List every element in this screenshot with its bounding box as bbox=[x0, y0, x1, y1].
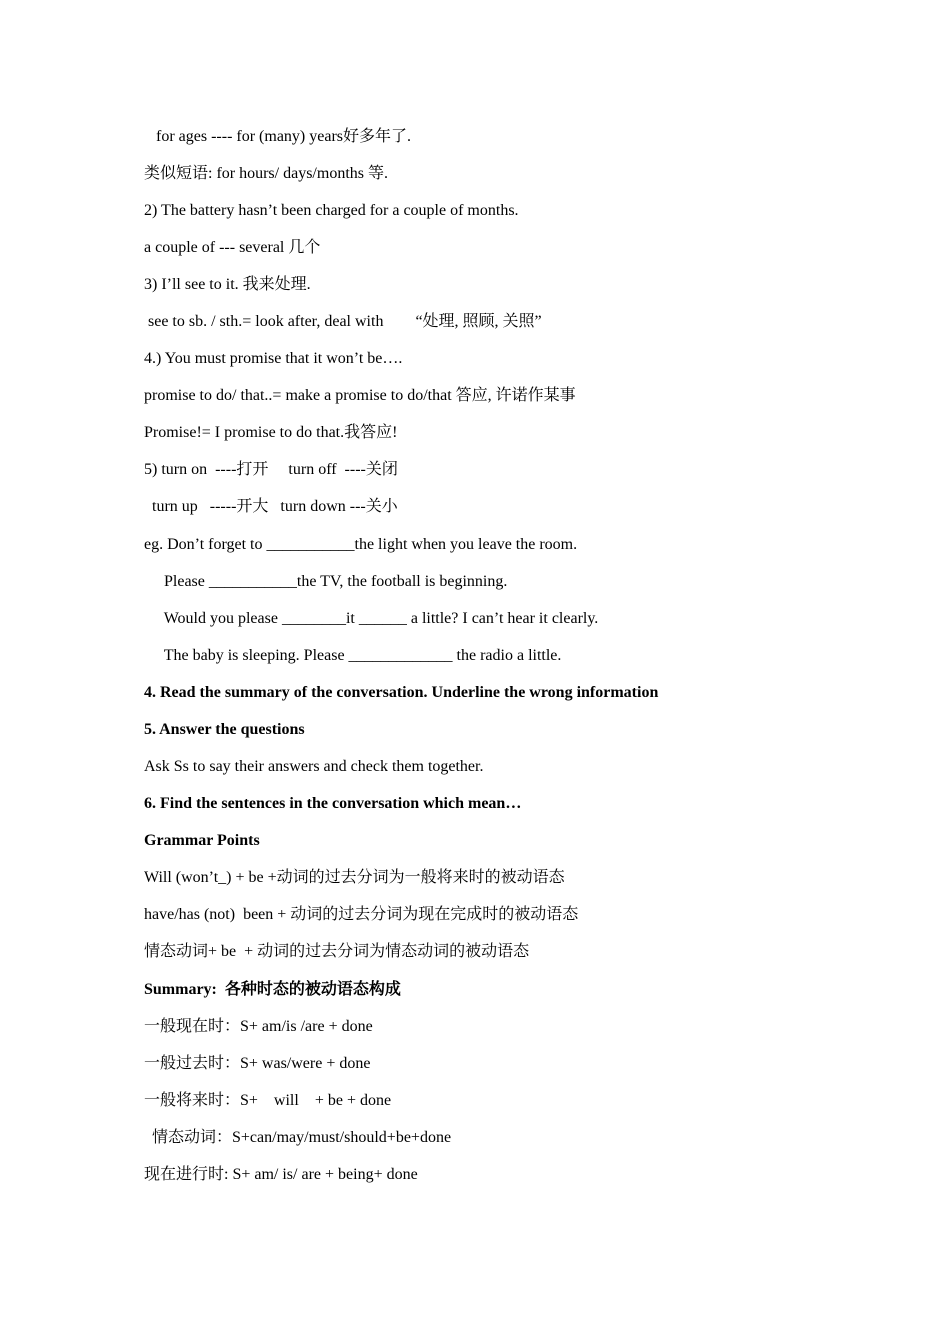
section-heading: Grammar Points bbox=[144, 832, 260, 849]
text-line: 一般将来时：S+ will + be + done bbox=[144, 1092, 392, 1109]
text-line: see to sb. / sth.= look after, deal with “处理, 照顾, 关照” bbox=[144, 313, 542, 330]
text-line: Will (won’t_) + be +动词的过去分词为一般将来时的被动语态 bbox=[144, 869, 565, 886]
text-line: 一般过去时：S+ was/were + done bbox=[144, 1055, 371, 1072]
text-line: eg. Don’t forget to ___________the light when you leave the room. bbox=[144, 536, 578, 553]
text-line: The baby is sleeping. Please _____________ the radio a little. bbox=[144, 647, 562, 664]
section-heading: Summary: 各种时态的被动语态构成 bbox=[144, 981, 401, 998]
text-line: 现在进行时: S+ am/ is/ are + being+ done bbox=[144, 1166, 418, 1183]
text-line: 类似短语: for hours/ days/months 等. bbox=[144, 165, 388, 182]
text-line: have/has (not) been + 动词的过去分词为现在完成时的被动语态 bbox=[144, 906, 579, 923]
text-line: turn up -----开大 turn down ---关小 bbox=[144, 498, 398, 515]
text-line: 2) The battery hasn’t been charged for a couple of months. bbox=[144, 202, 519, 219]
text-line: promise to do/ that..= make a promise to do/that 答应, 许诺作某事 bbox=[144, 387, 576, 404]
text-line: for ages ---- for (many) years好多年了. bbox=[144, 128, 412, 145]
section-heading: 6. Find the sentences in the conversation which mean… bbox=[144, 795, 522, 812]
text-line: Please ___________the TV, the football is beginning. bbox=[144, 573, 508, 590]
text-line: 3) I’ll see to it. 我来处理. bbox=[144, 276, 311, 293]
text-line: Would you please ________it ______ a little? I can’t hear it clearly. bbox=[144, 610, 599, 627]
text-line: 4.) You must promise that it won’t be…. bbox=[144, 350, 403, 367]
section-heading: 4. Read the summary of the conversation. Underline the wrong information bbox=[144, 684, 659, 701]
text-line: a couple of --- several 几个 bbox=[144, 239, 321, 256]
text-line: 一般现在时：S+ am/is /are + done bbox=[144, 1018, 373, 1035]
section-heading: 5. Answer the questions bbox=[144, 721, 305, 738]
text-line: 5) turn on ----打开 turn off ----关闭 bbox=[144, 461, 398, 478]
text-line: 情态动词：S+can/may/must/should+be+done bbox=[144, 1129, 452, 1146]
text-line: Ask Ss to say their answers and check them together. bbox=[144, 758, 484, 775]
text-line: 情态动词+ be + 动词的过去分词为情态动词的被动语态 bbox=[144, 943, 530, 960]
text-line: Promise!= I promise to do that.我答应! bbox=[144, 424, 398, 441]
